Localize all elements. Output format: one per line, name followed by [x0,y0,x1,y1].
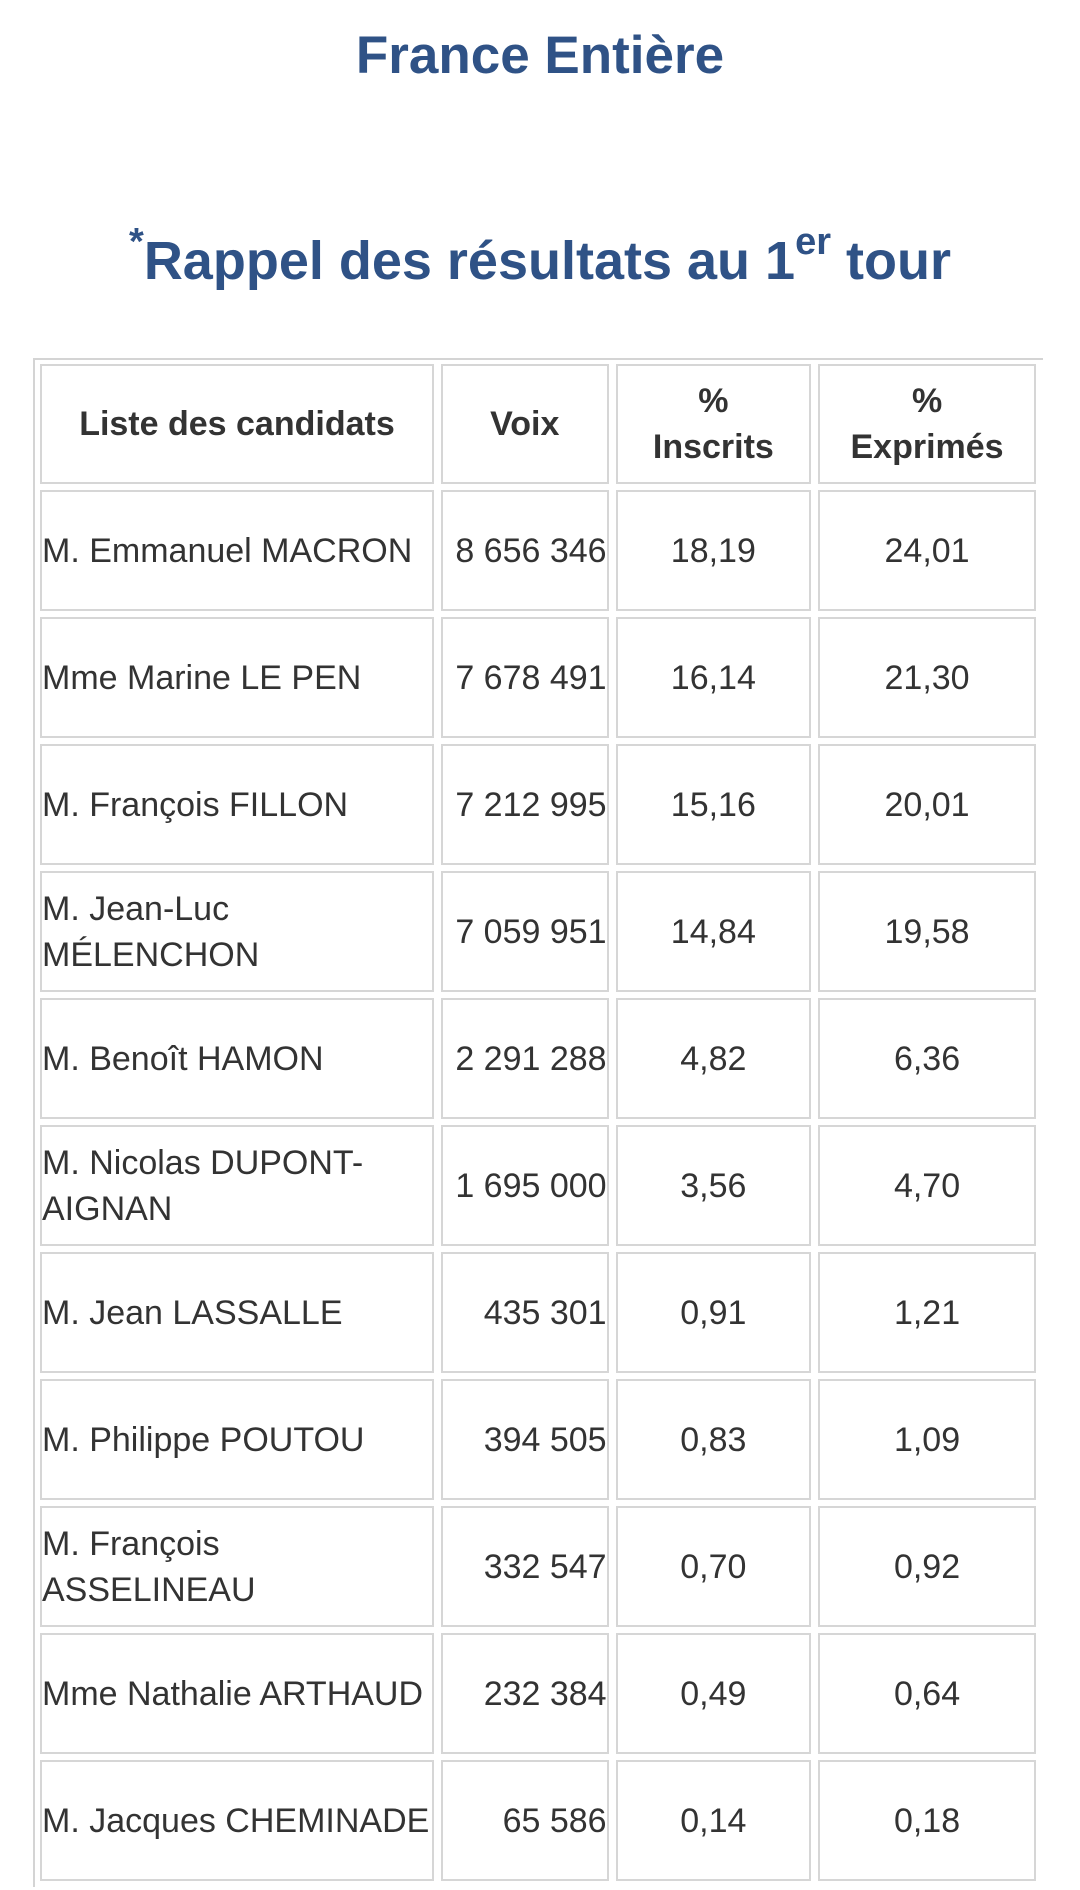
exprimes-pct-cell: 24,01 [818,490,1036,611]
header-inscrits-label: Inscrits [652,428,774,466]
exprimes-pct-cell: 0,18 [818,1760,1036,1881]
inscrits-pct-cell: 15,16 [616,744,812,865]
voix-cell: 1 695 000 [441,1125,609,1246]
inscrits-pct-cell: 0,83 [616,1379,812,1500]
exprimes-pct-cell: 1,21 [818,1252,1036,1373]
table-row [40,998,1036,1119]
candidate-name-cell: Mme Nathalie ARTHAUD [40,1633,434,1754]
voix-cell: 65 586 [441,1760,609,1881]
results-subtitle [0,221,1080,296]
exprimes-pct-cell: 4,70 [818,1125,1036,1246]
inscrits-pct-cell: 0,91 [616,1252,812,1373]
voix-cell: 232 384 [441,1633,609,1754]
candidate-name-cell: M. Nicolas DUPONT-AIGNAN [40,1125,434,1246]
table-row [40,1633,1036,1754]
table-row [40,1252,1036,1373]
table-row [40,744,1036,865]
subtitle-ordinal: er [795,221,831,263]
subtitle-text: Rappel des résultats au 1 [143,231,796,291]
voix-cell: 332 547 [441,1506,609,1627]
exprimes-pct-cell: 0,64 [818,1633,1036,1754]
header-candidates: Liste des candidats [40,364,434,484]
candidate-name-cell: M. François FILLON [40,744,434,865]
table-row [40,617,1036,738]
inscrits-pct-cell: 18,19 [616,490,812,611]
candidate-name-cell: M. Jean-Luc MÉLENCHON [40,871,434,992]
voix-cell: 8 656 346 [441,490,609,611]
header-exprimes-label: Exprimés [850,428,1004,466]
candidate-name-cell: M. Benoît HAMON [40,998,434,1119]
page-title: France Entière [355,26,725,85]
table-row [40,1125,1036,1246]
inscrits-pct-cell: 0,70 [616,1506,812,1627]
results-table-container [33,358,1043,1887]
table-header-row [40,364,1036,484]
exprimes-pct-cell: 20,01 [818,744,1036,865]
header-exprimes [818,364,1036,484]
voix-cell: 394 505 [441,1379,609,1500]
voix-cell: 7 678 491 [441,617,609,738]
inscrits-pct-cell: 14,84 [616,871,812,992]
candidate-name-cell: M. Jean LASSALLE [40,1252,434,1373]
candidate-name-cell: M. Philippe POUTOU [40,1379,434,1500]
table-body [40,490,1036,1881]
header-voix: Voix [441,364,609,484]
voix-cell: 2 291 288 [441,998,609,1119]
exprimes-pct-cell: 0,92 [818,1506,1036,1627]
inscrits-pct-cell: 0,49 [616,1633,812,1754]
exprimes-pct-cell: 1,09 [818,1379,1036,1500]
header-exprimes-pct: % [911,382,943,420]
inscrits-pct-cell: 4,82 [616,998,812,1119]
exprimes-pct-cell: 21,30 [818,617,1036,738]
table-row [40,871,1036,992]
voix-cell: 435 301 [441,1252,609,1373]
exprimes-pct-cell: 6,36 [818,998,1036,1119]
table-row [40,490,1036,611]
inscrits-pct-cell: 3,56 [616,1125,812,1246]
candidate-name-cell: M. François ASSELINEAU [40,1506,434,1627]
candidate-name-cell: M. Jacques CHEMINADE [40,1760,434,1881]
table-row [40,1760,1036,1881]
candidate-name-cell: Mme Marine LE PEN [40,617,434,738]
header-inscrits [616,364,812,484]
header-inscrits-pct: % [698,382,729,420]
candidate-name-cell: M. Emmanuel MACRON [40,490,434,611]
subtitle-end: tour [830,231,951,291]
exprimes-pct-cell: 19,58 [818,871,1036,992]
footnote-star: * [129,221,144,263]
voix-cell: 7 059 951 [441,871,609,992]
inscrits-pct-cell: 16,14 [616,617,812,738]
results-table [33,358,1043,1887]
table-row [40,1379,1036,1500]
inscrits-pct-cell: 0,14 [616,1760,812,1881]
voix-cell: 7 212 995 [441,744,609,865]
table-row [40,1506,1036,1627]
